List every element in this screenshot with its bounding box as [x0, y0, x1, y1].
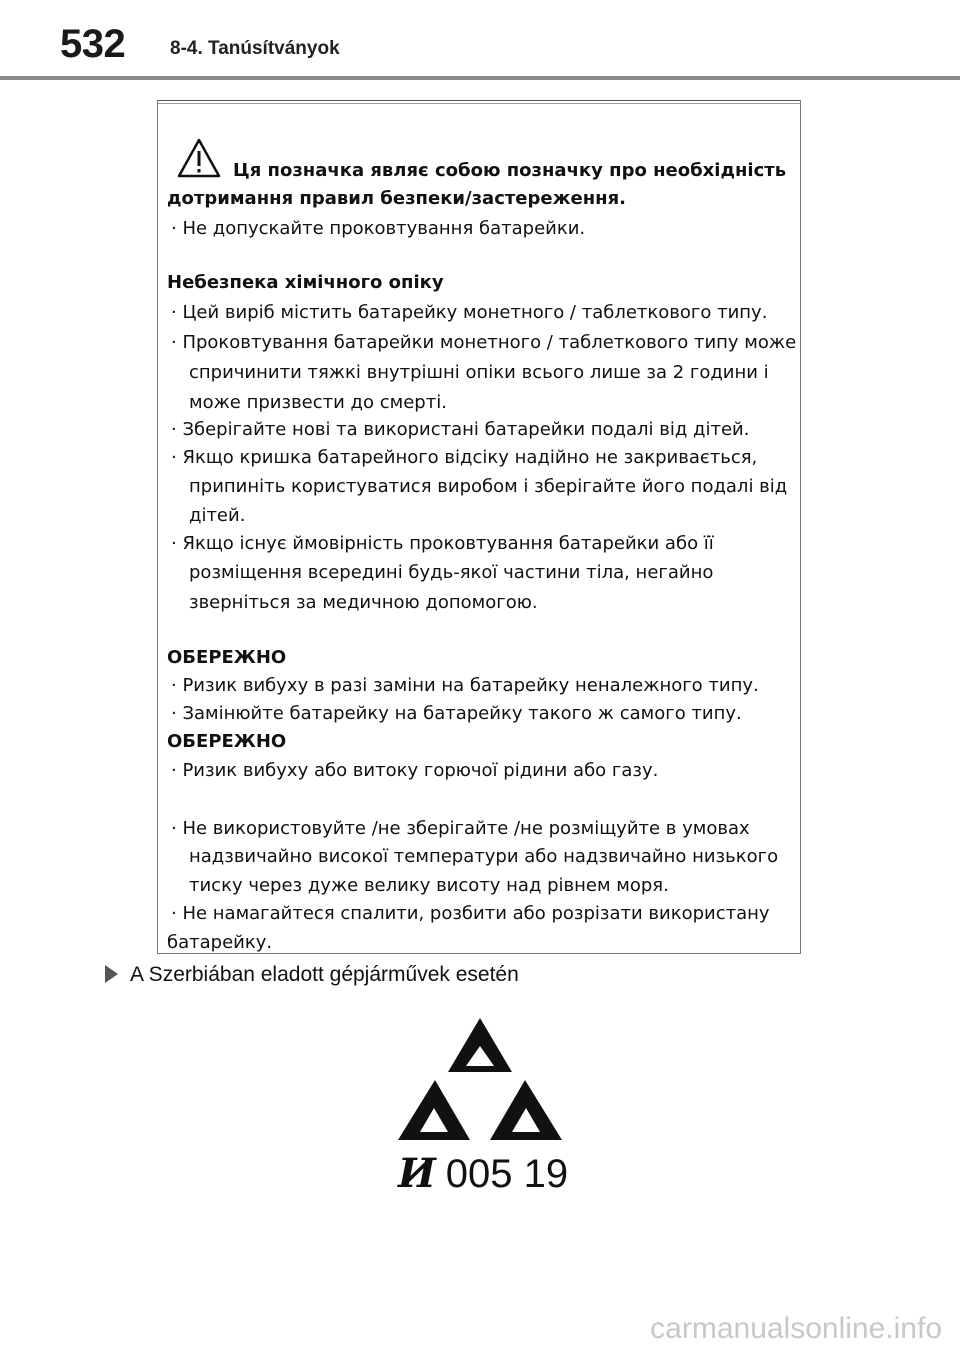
- caution-heading: ОБЕРЕЖНО: [167, 647, 287, 668]
- list-item: · Якщо кришка батарейного відсіку надійно не закривається,: [171, 447, 758, 468]
- cert-symbol: И: [398, 1150, 436, 1197]
- swallow-warning: · Не допускайте проковтування батарейки.: [171, 218, 586, 239]
- list-item: · Ризик вибуху в разі заміни на батарейку неналежного типу.: [171, 675, 759, 696]
- list-item-continuation: надзвичайно високої температури або надзвичайно низького: [189, 846, 779, 867]
- list-item-continuation: спричинити тяжкі внутрішні опіки всього лише за 2 години і: [189, 362, 769, 383]
- box-border-right: [800, 100, 801, 954]
- list-item: · Зберігайте нові та використані батарейки подалі від дітей.: [171, 419, 750, 440]
- list-item-continuation: припиніть користуватися виробом і зберігайте його подалі від: [189, 476, 788, 497]
- list-item-continuation: дітей.: [189, 505, 246, 526]
- list-item: · Проковтування батарейки монетного / таблеткового типу може: [171, 332, 797, 353]
- page-number: 532: [60, 22, 126, 66]
- caution-heading: ОБЕРЕЖНО: [167, 731, 287, 752]
- list-item-continuation: зверніться за медичною допомогою.: [189, 592, 538, 613]
- cert-number: 005 19: [445, 1152, 569, 1196]
- certification-code: [398, 1150, 568, 1197]
- battery-safety-notice: [157, 100, 801, 954]
- serbia-label: A Szerbiában eladott gépjárművek esetén: [130, 963, 519, 986]
- list-item: · Якщо існує ймовірність проковтування батарейки або її: [171, 533, 714, 554]
- list-item-continuation: може призвести до смерті.: [189, 392, 447, 413]
- page-header: [0, 0, 960, 80]
- section-title: 8-4. Tanúsítványok: [170, 38, 340, 59]
- notice-heading-line2: дотримання правил безпеки/застереження.: [167, 188, 626, 209]
- warning-triangle-icon: [177, 138, 221, 178]
- list-item: · Цей виріб містить батарейку монетного / таблеткового типу.: [171, 302, 768, 323]
- serbia-section-heading: [105, 963, 519, 987]
- chemical-burn-heading: Небезпека хімічного опіку: [167, 272, 444, 293]
- list-item-continuation: розміщення всередині будь-якої частини тіла, негайно: [189, 562, 714, 583]
- notice-heading-line1: Ця позначка являє собою позначку про необхідність: [233, 160, 787, 181]
- list-item-continuation: батарейку.: [167, 932, 273, 953]
- site-watermark: carmanualsonline.info: [650, 1312, 942, 1345]
- list-item: · Не використовуйте /не зберігайте /не розміщуйте в умовах: [171, 818, 750, 839]
- box-border-top-inner: [157, 103, 801, 104]
- list-item-continuation: тиску через дуже велику висоту над рівнем моря.: [189, 875, 669, 896]
- play-arrow-icon: [105, 965, 118, 983]
- list-item: · Не намагайтеся спалити, розбити або розрізати використану: [171, 903, 770, 924]
- header-divider: [0, 76, 960, 80]
- list-item: · Замінюйте батарейку на батарейку такого ж самого типу.: [171, 703, 742, 724]
- box-border-top: [157, 100, 801, 101]
- box-border-left: [157, 100, 158, 954]
- list-item: · Ризик вибуху або витоку горючої рідини або газу.: [171, 760, 659, 781]
